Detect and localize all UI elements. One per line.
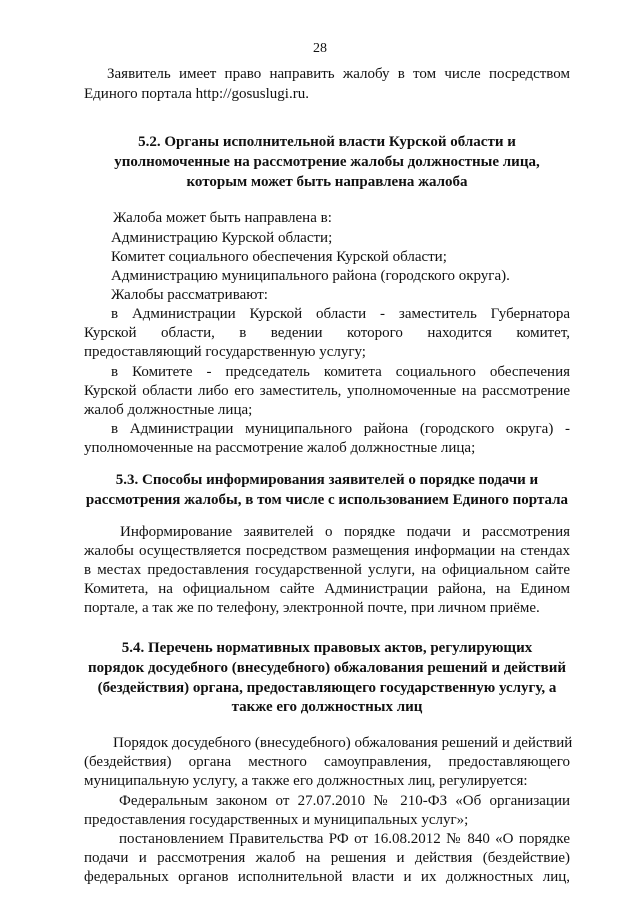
text-line: Информирование заявителей о порядке подачи и рассмотрения bbox=[120, 524, 570, 540]
text-line: жалобы осуществляется посредством размещения информации на стендах bbox=[84, 543, 570, 559]
text-line: подачи и рассмотрения жалоб на решения и действия (бездействие) bbox=[84, 850, 570, 866]
text-line: портале, а так же по телефону, электронной почте, при личном приёме. bbox=[84, 600, 540, 616]
text-line: в Администрации Курской области - заместитель Губернатора bbox=[111, 306, 570, 322]
text-line: Курской области, в ведении которого находится комитет, bbox=[84, 325, 570, 341]
text-line: Комитета, на официальном сайте Администрации района, на Едином bbox=[84, 581, 570, 597]
text-line: в местах предоставления государственной услуги, на официальном сайте bbox=[84, 562, 570, 578]
section-heading: также его должностных лиц bbox=[231, 699, 423, 715]
text-line: предоставляющий государственную услугу; bbox=[84, 344, 366, 360]
section-heading: порядок досудебного (внесудебного) обжалования решений и действий bbox=[87, 660, 567, 676]
text-line: в Администрации муниципального района (городского округа) - bbox=[111, 421, 570, 437]
text-line: уполномоченные на рассмотрение жалоб должностные лица; bbox=[84, 440, 476, 456]
text-line: муниципальную услугу, а также его должностных лиц, регулируется: bbox=[84, 773, 528, 789]
page-number: 28 bbox=[313, 41, 327, 56]
text-line: постановлением Правительства РФ от 16.08.2012 № 840 «О порядке bbox=[119, 831, 570, 847]
text-line: Единого портала http://gosuslugi.ru. bbox=[84, 86, 309, 102]
text-line: Жалобы рассматривают: bbox=[111, 287, 268, 303]
text-line: Комитет социального обеспечения Курской области; bbox=[111, 249, 447, 265]
section-heading: 5.4. Перечень нормативных правовых актов, регулирующих bbox=[121, 640, 533, 656]
text-line: Курской области либо его заместитель, уполномоченные на рассмотрение bbox=[84, 383, 570, 399]
text-line: в Комитете - председатель комитета социального обеспечения bbox=[111, 364, 570, 380]
text-line: предоставления государственных и муниципальных услуг»; bbox=[84, 812, 469, 828]
text-line: Администрацию Курской области; bbox=[111, 230, 333, 246]
text-line: Федеральным законом от 27.07.2010 № 210-ФЗ «Об организации bbox=[119, 793, 570, 809]
text-line: федеральных органов исполнительной власти и их должностных лиц, bbox=[84, 869, 570, 885]
text-line: Администрацию муниципального района (городского округа). bbox=[111, 268, 510, 284]
text-line: Жалоба может быть направлена в: bbox=[113, 210, 332, 226]
text-line: Заявитель имеет право направить жалобу в том числе посредством bbox=[107, 66, 570, 82]
section-heading: которым может быть направлена жалоба bbox=[186, 174, 468, 190]
text-line: жалоб должностные лица; bbox=[84, 402, 253, 418]
text-line: Порядок досудебного (внесудебного) обжалования решений и действий bbox=[113, 735, 573, 751]
section-heading: 5.3. Способы информирования заявителей о порядке подачи и bbox=[115, 472, 539, 488]
section-heading: уполномоченные на рассмотрение жалобы должностные лица, bbox=[114, 154, 540, 170]
section-heading: 5.2. Органы исполнительной власти Курской области и bbox=[138, 134, 516, 150]
section-heading: (бездействия) органа, предоставляющего государственную услугу, а bbox=[97, 680, 557, 696]
section-heading: рассмотрения жалобы, в том числе с использованием Единого портала bbox=[85, 492, 569, 508]
text-line: (бездействия) органа местного самоуправления, предоставляющего bbox=[84, 754, 570, 770]
